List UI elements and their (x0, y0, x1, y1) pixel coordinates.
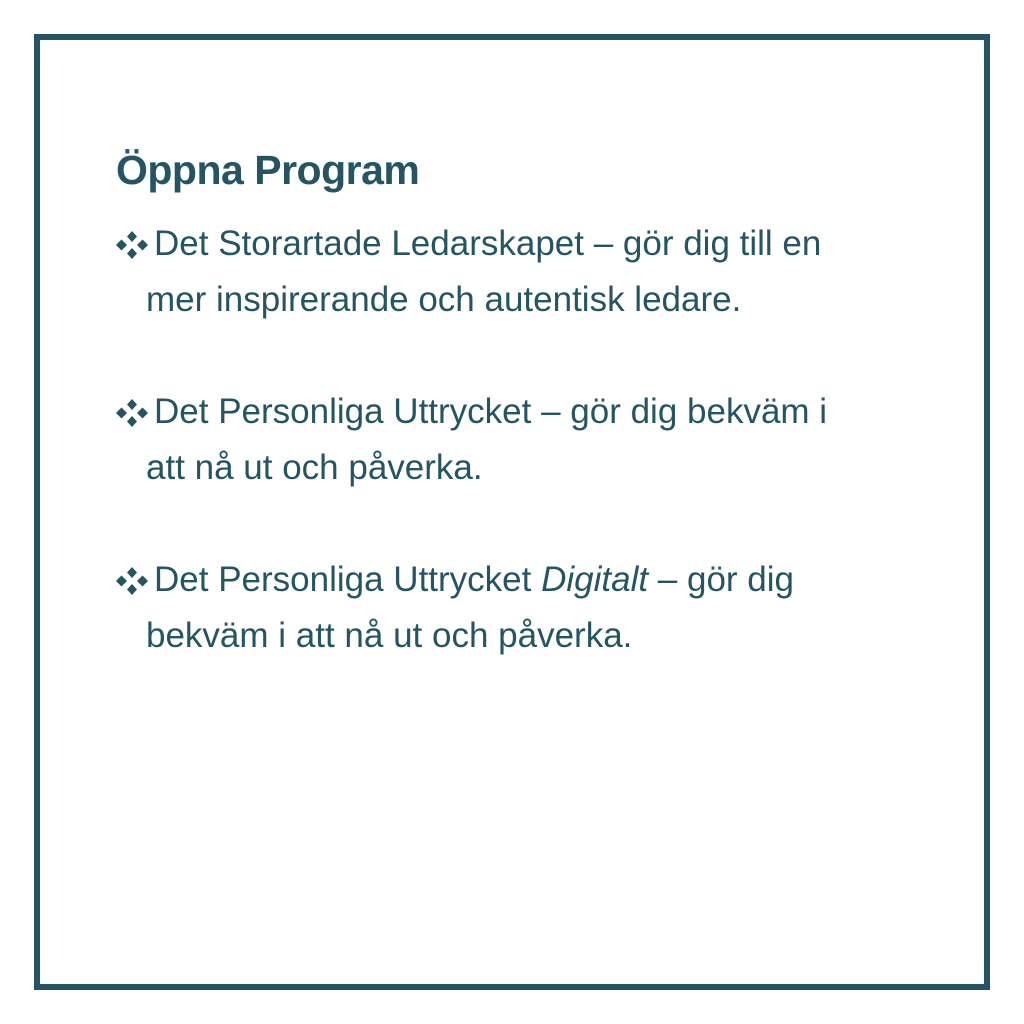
program-list (116, 216, 946, 720)
list-item-emphasis: Digitalt (541, 560, 649, 599)
page-title: Öppna Program (116, 147, 420, 193)
four-diamond-bullet-icon (116, 216, 152, 272)
four-diamond-bullet-icon (116, 552, 152, 608)
list-item-text: – gör dig (648, 560, 795, 599)
list-item-line: Det Storartade Ledarskapet – gör dig till en (154, 224, 822, 263)
content-frame (34, 34, 990, 990)
list-item (116, 216, 946, 328)
list-item (116, 384, 946, 496)
list-item-line: Det Personliga Uttrycket – gör dig bekväm i (154, 392, 828, 431)
four-diamond-bullet-icon (116, 384, 152, 440)
list-item-line: bekväm i att nå ut och påverka. (146, 616, 633, 655)
list-item-line: mer inspirerande och autentisk ledare. (146, 280, 742, 319)
list-item-line: att nå ut och påverka. (146, 448, 483, 487)
list-item-text: Det Personliga Uttrycket (154, 560, 542, 599)
list-item (116, 552, 946, 664)
list-item-line (146, 552, 946, 608)
